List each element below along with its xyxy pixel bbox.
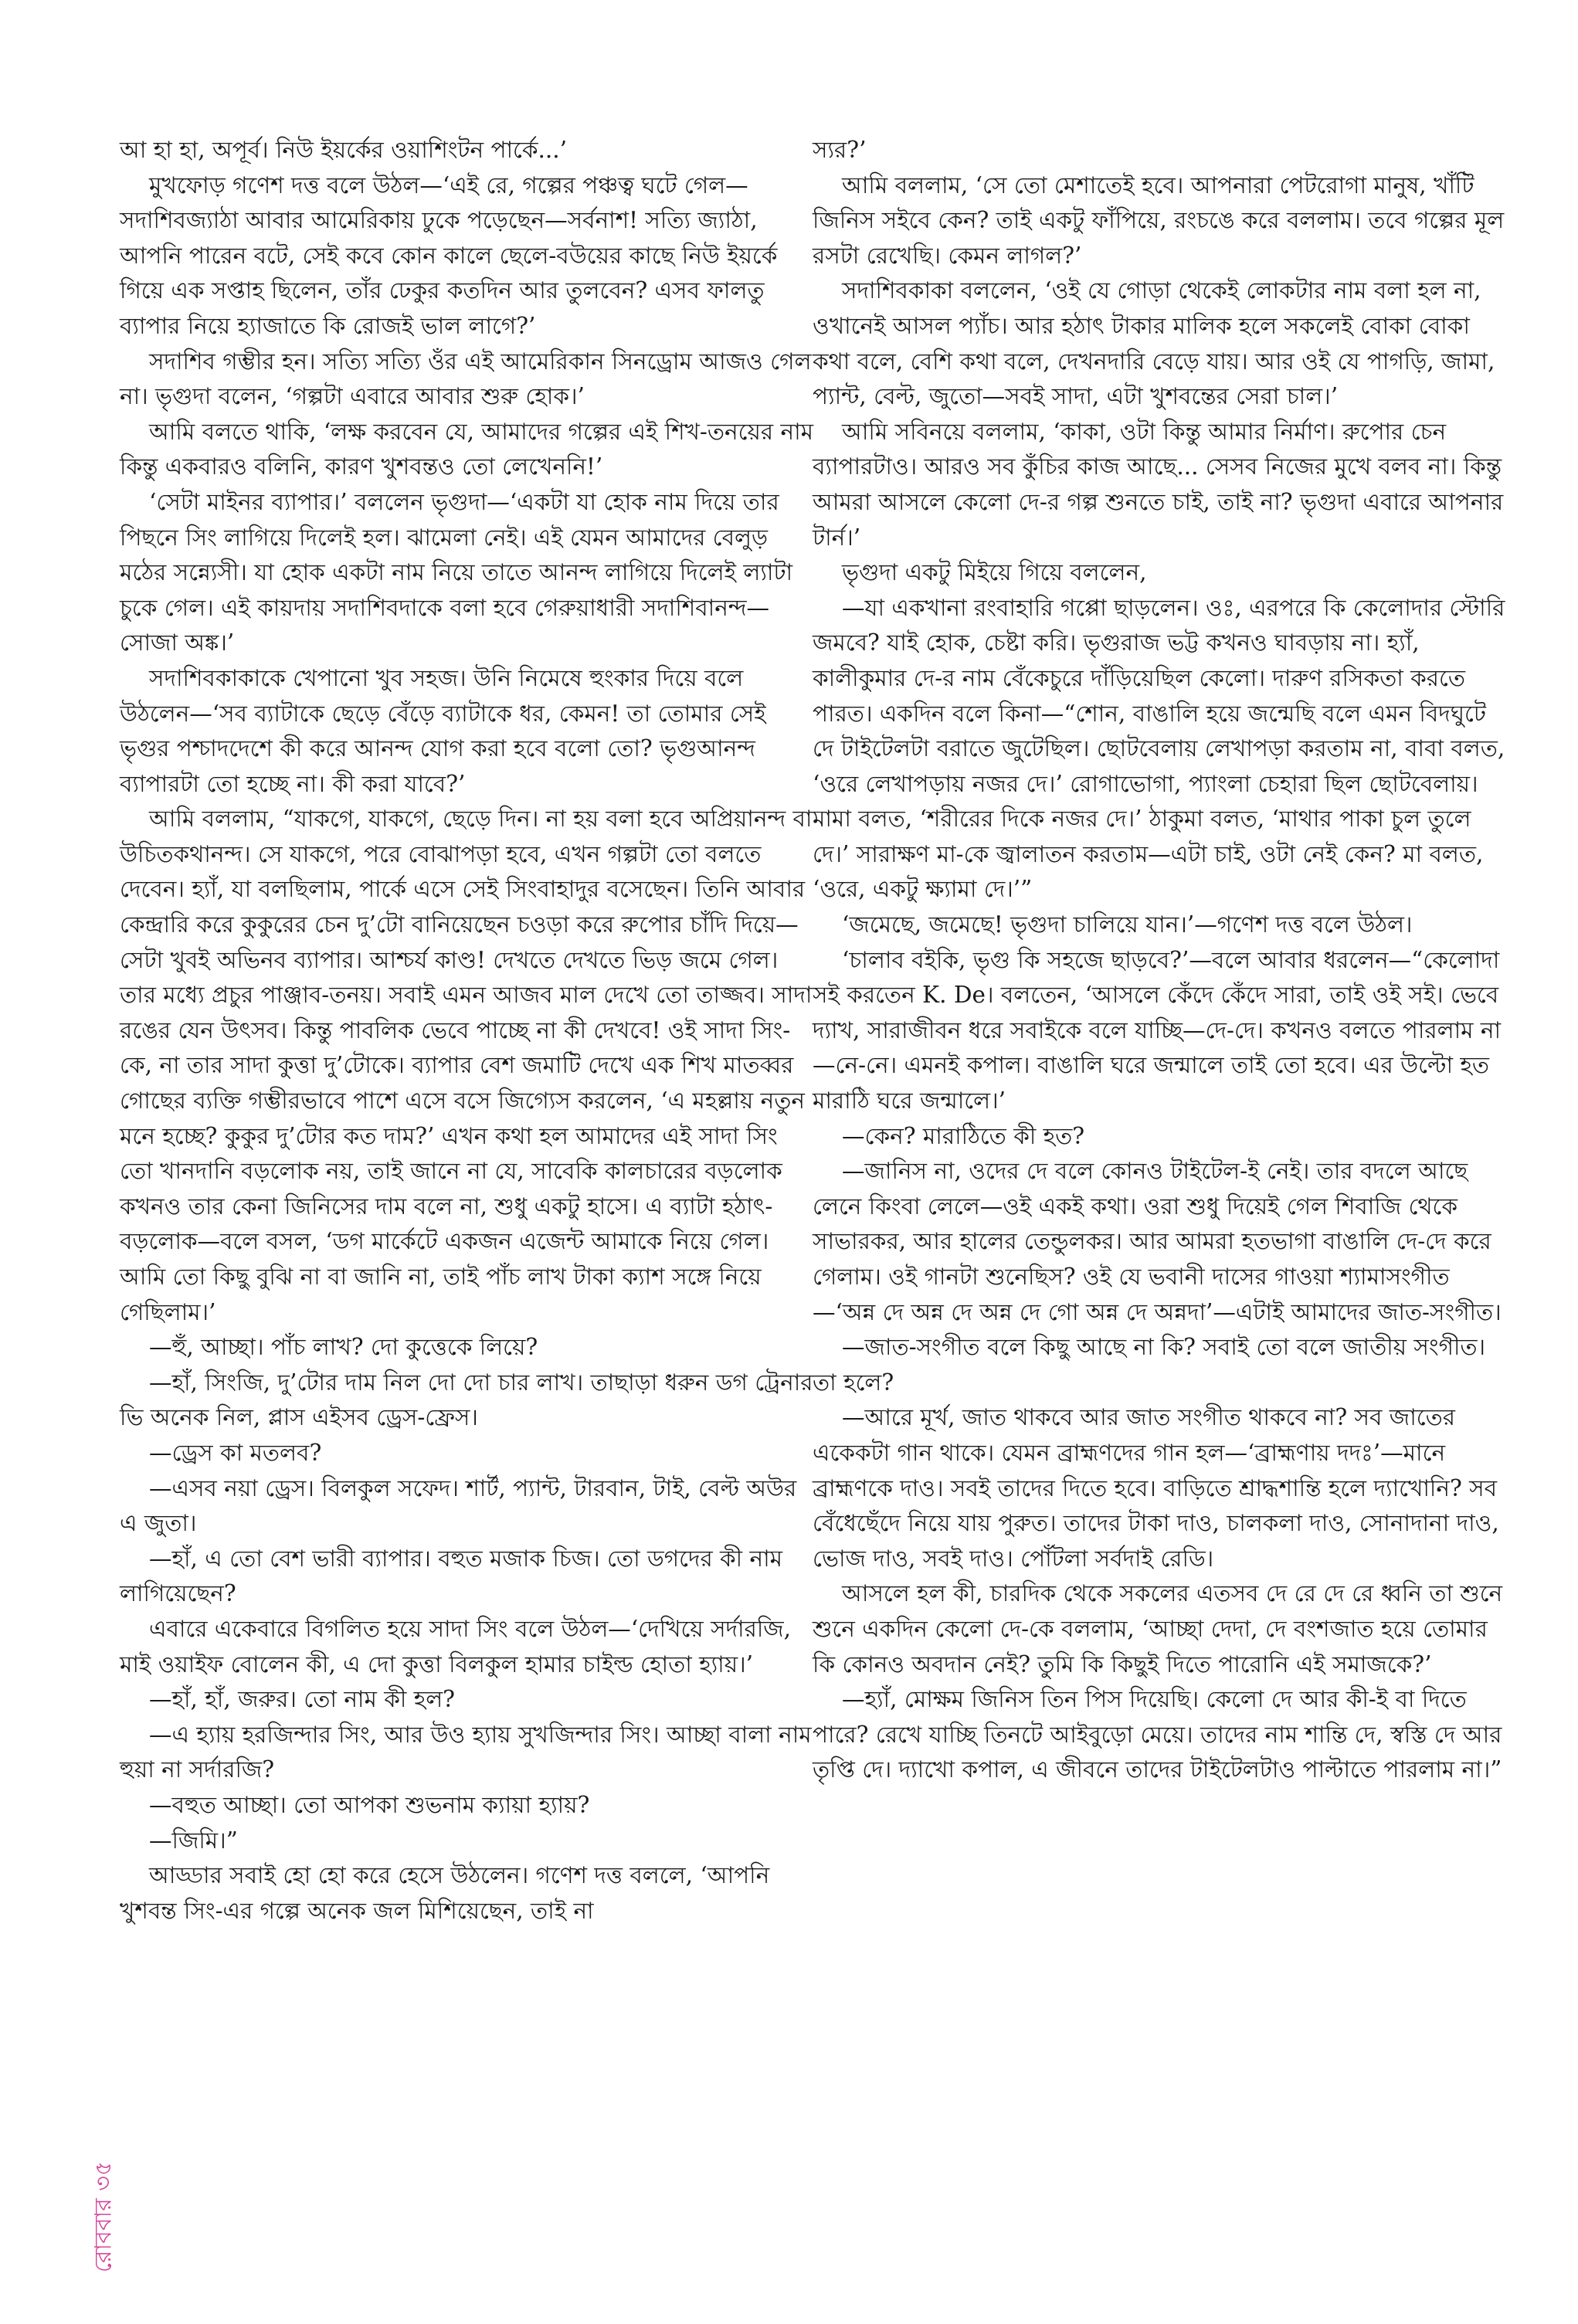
paragraph: —জাত-সংগীত বলে কিছু আছে না কি? সবাই তো বলে জাতীয় সংগীত। তা হলে? [813,1334,1486,1396]
folio [87,2155,121,2278]
folio-text: রোববার ৩৫ [90,2160,117,2273]
paragraph: —এসব নয়া ড্রেস। বিলকুল সফেদ। শার্ট, প্যান্ট, টারবান, টাই, বেল্ট অউর এ জুতা। [120,1474,797,1537]
paragraph: —হাঁ, এ তো বেশ ভারী ব্যাপার। বহুত মজাক চিজ। তো ডগদের কী নাম লাগিয়েছেন? [120,1545,783,1607]
paragraph: আড্ডার সবাই হো হো করে হেসে উঠলেন। গণেশ দত্ত বললে, ‘আপনি খুশবন্ত সিং-এর গল্পে অনেক জল মিশিয়েছেন, তাই না [120,1862,770,1924]
paragraph: স্যর?’ [813,137,867,163]
left-column [120,133,815,1929]
paragraph: সদাশিব গম্ভীর হন। সত্যি সত্যি ওঁর এই আমেরিকান সিনড্রোম আজও গেল না। ভৃগুদা বলেন, ‘গল্পটা এবারে আবার শুরু হোক।’ [120,348,812,410]
right-column [813,133,1512,1788]
paragraph: ‘সেটা মাইনর ব্যাপার।’ বললেন ভৃগুদা—‘একটা যা হোক নাম দিয়ে তার পিছনে সিং লাগিয়ে দিলেই হল। ঝামেলা নেই। এই যেমন আমাদের বেলুড় মঠের সন্ন্যেসী। যা হোক একটা নাম নিয়ে তাতে আনন্দ লাগিয়ে দিলেই ল্যাটা চুকে গেল। এই কায়দায় সদাশিবদাকে বলা হবে গেরুয়াধারী সদাশিবানন্দ—সোজা অঙ্ক।’ [120,488,793,656]
paragraph: সদাশিবকাকা বললেন, ‘ওই যে গোড়া থেকেই লোকটার নাম বলা হল না, ওখানেই আসল প্যাঁচ। আর হঠাৎ টাকার মালিক হলে সকলেই বোকা বোকা কথা বলে, বেশি কথা বলে, দেখনদারি বেড়ে যায়। আর ওই যে পাগড়ি, জামা, প্যান্ট, বেল্ট, জুতো—সবই সাদা, এটা খুশবন্তের সেরা চাল।’ [813,277,1495,410]
paragraph: ‘চালাব বইকি, ভৃগু কি সহজে ছাড়বে?’—বলে আবার ধরলেন—“কেলোদা সই করতেন K. De। বলতেন, ‘আসলে কেঁদে কেঁদে সারা, তাই ওই সই। ভেবে দ্যাখ, সারাজীবন ধরে সবাইকে বলে যাচ্ছি—দে-দে। কখনও বলতে পারলাম না—নে-নে। এমনই কপাল। বাঙালি ঘরে জন্মালে তাই তো হবে। এর উল্টো হত মারাঠি ঘরে জন্মালে।’ [813,946,1502,1115]
paragraph: আমি বলতে থাকি, ‘লক্ষ করবেন যে, আমাদের গল্পের এই শিখ-তনয়ের নাম কিন্তু একবারও বলিনি, কারণ খুশবন্তও তো লেখেননি!’ [120,418,814,480]
paragraph: মুখফোড় গণেশ দত্ত বলে উঠল—‘এই রে, গল্পের পঞ্চত্ব ঘটে গেল—সদাশিবজ্যাঠা আবার আমেরিকায় ঢুকে পড়েছেন—সর্বনাশ! সত্যি জ্যাঠা, আপনি পারেন বটে, সেই কবে কোন কালে ছেলে-বউয়ের কাছে নিউ ইয়র্কে গিয়ে এক সপ্তাহ ছিলেন, তাঁর ঢেকুর কতদিন আর তুলবেন? এসব ফালতু ব্যাপার নিয়ে হ্যাজাতে কি রোজই ভাল লাগে?’ [120,171,778,339]
paragraph: —জানিস না, ওদের দে বলে কোনও টাইটেল-ই নেই। তার বদলে আছে লেনে কিংবা লেলে—ওই একই কথা। ওরা শুধু দিয়েই গেল শিবাজি থেকে সাভারকর, আর হালের তেন্ডুলকর। আর আমরা হতভাগা বাঙালি দে-দে করে গেলাম। ওই গানটা শুনেছিস? ওই যে ভবানী দাসের গাওয়া শ্যামাসংগীত—‘অন্ন দে অন্ন দে অন্ন দে গো অন্ন দে অন্নদা’—এটাই আমাদের জাত-সংগীত। [813,1158,1502,1325]
paragraph: আমি বললাম, ‘সে তো মেশাতেই হবে। আপনারা পেটরোগা মানুষ, খাঁটি জিনিস সইবে কেন? তাই একটু ফাঁপিয়ে, রংচঙে করে বললাম। তবে গল্পের মূল রসটা রেখেছি। কেমন লাগল?’ [813,171,1505,269]
paragraph: —এ হ্যায় হরজিন্দার সিং, আর উও হ্যায় সুখজিন্দার সিং। আচ্ছা বালা নাম হুয়া না সর্দারজি? [120,1721,812,1783]
paragraph: —কেন? মারাঠিতে কী হত? [842,1122,1085,1149]
paragraph: —হ্যাঁ, মোক্ষম জিনিস তিন পিস দিয়েছি। কেলো দে আর কী-ই বা দিতে পারে? রেখে যাচ্ছি তিনটে আইবুড়ো মেয়ে। তাদের নাম শান্তি দে, স্বস্তি দে আর তৃপ্তি দে। দ্যাখো কপাল, এ জীবনে তাদের টাইটেলটাও পাল্টাতে পারলাম না।” [813,1686,1502,1783]
paragraph: —যা একখানা রংবাহারি গপ্পো ছাড়লেন। ওঃ, এরপরে কি কেলোদার স্টোরি জমবে? যাই হোক, চেষ্টা করি। ভৃগুরাজ ভট্ট কখনও ঘাবড়ায় না। হ্যাঁ, কালীকুমার দে-র নাম বেঁকেচুরে দাঁড়িয়েছিল কেলো। দারুণ রসিকতা করতে পারত। একদিন বলে কিনা—“শোন, বাঙালি হয়ে জন্মেছি বলে এমন বিদঘুটে দে টাইটেলটা বরাতে জুটেছিল। ছোটবেলায় লেখাপড়া করতাম না, বাবা বলত, ‘ওরে লেখাপড়ায় নজর দে।’ রোগাভোগা, প্যাংলা চেহারা ছিল ছোটবেলায়। মামা বলত, ‘শরীরের দিকে নজর দে।’ ঠাকুমা বলত, ‘মাথার পাকা চুল তুলে দে।’ সারাক্ষণ মা-কে জ্বালাতন করতাম—এটা চাই, ওটা নেই কেন? মা বলত, ‘ওরে, একটু ক্ষ্যামা দে।’” [813,594,1505,903]
paragraph: —ড্রেস কা মতলব? [149,1439,322,1466]
paragraph: এবারে একেবারে বিগলিত হয়ে সাদা সিং বলে উঠল—‘দেখিয়ে সর্দারজি, মাই ওয়াইফ বোলেন কী, এ দো কুত্তা বিলকুল হামার চাইল্ড হোতা হ্যায়।’ [120,1615,792,1678]
paragraph: —বহুত আচ্ছা। তো আপকা শুভনাম ক্যায়া হ্যায়? [149,1791,590,1818]
paragraph: —হাঁ, সিংজি, দু’টোর দাম নিল দো দো চার লাখ। তাছাড়া ধরুন ডগ ট্রেনার ভি অনেক নিল, প্লাস এইসব ড্রেস-ফ্রেস। [120,1369,813,1431]
paragraph: ‘জমেছে, জমেছে! ভৃগুদা চালিয়ে যান।’—গণেশ দত্ত বলে উঠল। [842,911,1413,938]
paragraph: ভৃগুদা একটু মিইয়ে গিয়ে বললেন, [842,559,1147,586]
paragraph: —হুঁ, আচ্ছা। পাঁচ লাখ? দো কুত্তেকে লিয়ে? [149,1334,538,1361]
paragraph: —হাঁ, হাঁ, জরুর। তো নাম কী হল? [149,1686,455,1713]
paragraph: আ হা হা, অপূর্ব। নিউ ইয়র্কের ওয়াশিংটন পার্কে...’ [120,137,568,163]
paragraph: —আরে মূর্খ, জাত থাকবে আর জাত সংগীত থাকবে না? সব জাতের একেকটা গান থাকে। যেমন ব্রাহ্মণদের গান হল—‘ব্রাহ্মণায় দদঃ’—মানে ব্রাহ্মণকে দাও। সবই তাদের দিতে হবে। বাড়িতে শ্রাদ্ধশান্তি হলে দ্যাখোনি? সব বেঁধেছেঁদে নিয়ে যায় পুরুত। তাদের টাকা দাও, চালকলা দাও, সোনাদানা দাও, ভোজ দাও, সবই দাও। পোঁটলা সর্বদাই রেডি। [813,1404,1499,1572]
paragraph: আমি সবিনয়ে বললাম, ‘কাকা, ওটা কিন্তু আমার নির্মাণ। রুপোর চেন ব্যাপারটাও। আরও সব কুঁচির কাজ আছে... সেসব নিজের মুখে বলব না। কিন্তু আমরা আসলে কেলো দে-র গল্প শুনতে চাই, তাই না? ভৃগুদা এবারে আপনার টার্ন।’ [813,418,1504,551]
paragraph: আসলে হল কী, চারদিক থেকে সকলের এতসব দে রে দে রে ধ্বনি তা শুনে শুনে একদিন কেলো দে-কে বললাম, ‘আচ্ছা দেদা, দে বংশজাত হয়ে তোমার কি কোনও অবদান নেই? তুমি কি কিছুই দিতে পারোনি এই সমাজকে?’ [813,1580,1503,1678]
paragraph: সদাশিবকাকাকে খেপানো খুব সহজ। উনি নিমেষে হুংকার দিয়ে বলে উঠলেন—‘সব ব্যাটাকে ছেড়ে বেঁড়ে ব্যাটাকে ধর, কেমন! তা তোমার সেই ভৃগুর পশ্চাদদেশে কী করে আনন্দ যোগ করা হবে বলো তো? ভৃগুআনন্দ ব্যাপারটা তো হচ্ছে না। কী করা যাবে?’ [120,664,766,797]
paragraph: —জিমি।” [149,1827,238,1854]
paragraph: আমি বললাম, “যাকগে, যাকগে, ছেড়ে দিন। না হয় বলা হবে অপ্রিয়ানন্দ বা উচিতকথানন্দ। সে যাকগে, পরে বোঝাপড়া হবে, এখন গল্পটা তো বলতে দেবেন। হ্যাঁ, যা বলছিলাম, পার্কে এসে সেই সিংবাহাদুর বসেছেন। তিনি আবার কেন্দ্রারি করে কুকুরের চেন দু’টো বানিয়েছেন চওড়া করে রুপোর চাঁদি দিয়ে—সেটা খুবই অভিনব ব্যাপার। আশ্চর্য কাণ্ড! দেখতে দেখতে ভিড় জমে গেল। তার মধ্যে প্রচুর পাঞ্জাব-তনয়। সবাই এমন আজব মাল দেখে তো তাজ্জব। সাদা রঙের যেন উৎসব। কিন্তু পাবলিক ভেবে পাচ্ছে না কী দেখবে! ওই সাদা সিং-কে, না তার সাদা কুত্তা দু’টোকে। ব্যাপার বেশ জমাটি দেখে এক শিখ মাতব্বর গোছের ব্যক্তি গম্ভীরভাবে পাশে এসে বসে জিগ্যেস করলেন, ‘এ মহল্লায় নতুন মনে হচ্ছে? কুকুর দু’টোর কত দাম?’ এখন কথা হল আমাদের এই সাদা সিং তো খানদানি বড়লোক নয়, তাই জানে না যে, সাবেকি কালচারের বড়লোক কখনও তার কেনা জিনিসের দাম বলে না, শুধু একটু হাসে। এ ব্যাটা হঠাৎ-বড়লোক—বলে বসল, ‘ডগ মার্কেটে একজন এজেন্ট আমাকে নিয়ে গেল। আমি তো কিছু বুঝি না বা জানি না, তাই পাঁচ লাখ টাকা ক্যাশ সঙ্গে নিয়ে গেছিলাম।’ [120,806,813,1325]
